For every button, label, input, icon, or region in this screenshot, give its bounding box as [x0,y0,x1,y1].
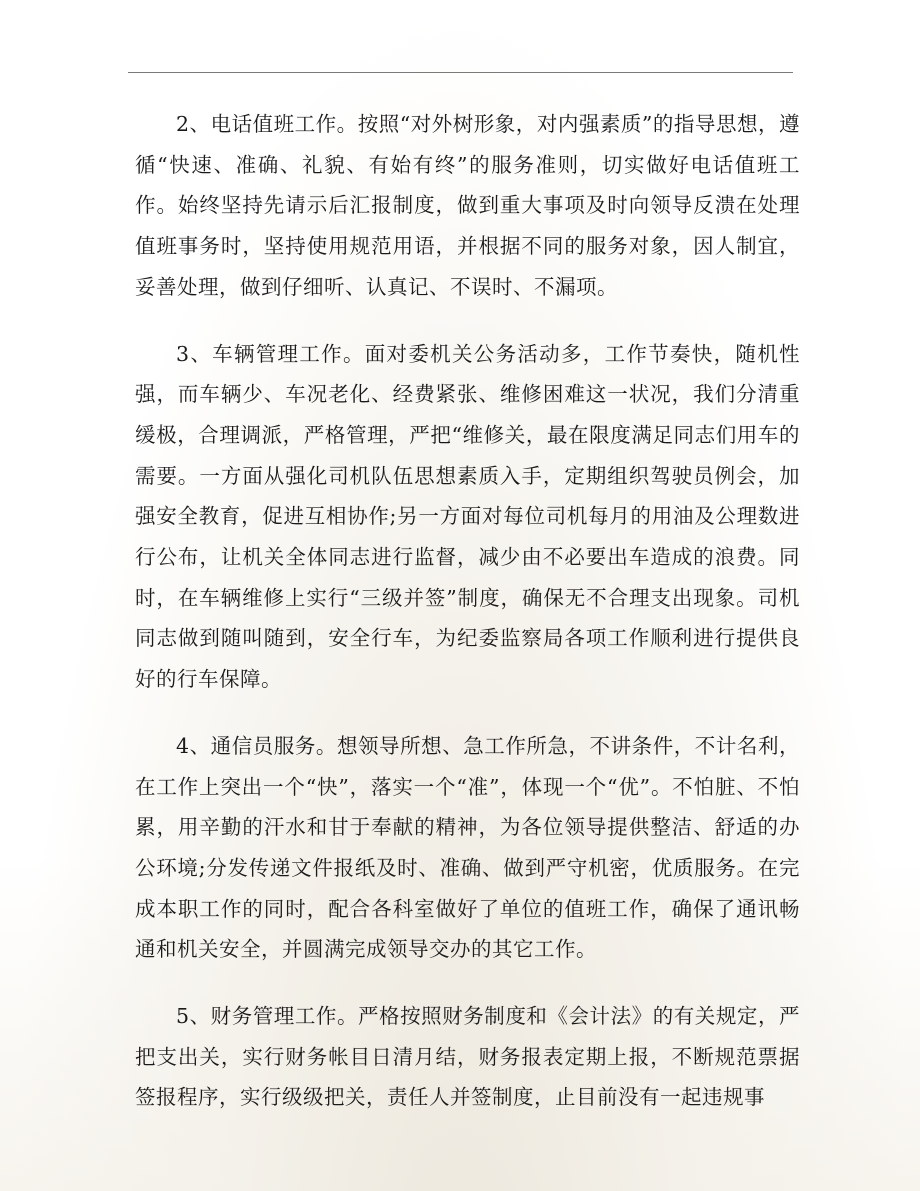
paragraph-finance-management: 5、财务管理工作。严格按照财务制度和《会计法》的有关规定，严把支出关，实行财务帐目日清月结，财务报表定期上报，不断规范票据签报程序，实行级级把关，责任人并签制度，止目前没有一起违规事 [135,1004,800,1110]
document-body [135,104,800,1144]
paragraph-messenger-service: 4、通信员服务。想领导所想、急工作所急，不讲条件，不计名利，在工作上突出一个“快”，落实一个“准”，体现一个“优”。不怕脏、不怕累，用辛勤的汗水和甘于奉献的精神，为各位领导提供整洁、舒适的办公环境;分发传递文件报纸及时、准确、做到严守机密，优质服务。在完成本职工作的同时，配合各科室做好了单位的值班工作，确保了通讯畅通和机关安全，并圆满完成领导交办的其它工作。 [135,733,800,962]
paragraph-vehicle-management: 3、车辆管理工作。面对委机关公务活动多，工作节奏快，随机性强，而车辆少、车况老化、经费紧张、维修困难这一状况，我们分清重缓极，合理调派，严格管理，严把“维修关，最在限度满足同志们用车的需要。一方面从强化司机队伍思想素质入手，定期组织驾驶员例会，加强安全教育，促进互相协作;另一方面对每位司机每月的用油及公理数进行公布，让机关全体同志进行监督，减少由不必要出车造成的浪费。同时，在车辆维修上实行“三级并签”制度，确保无不合理支出现象。司机同志做到随叫随到，安全行车，为纪委监察局各项工作顺利进行提供良好的行车保障。 [135,341,800,692]
header-rule [128,72,793,73]
paragraph-phone-duty: 2、电话值班工作。按照“对外树形象，对内强素质”的指导思想，遵循“快速、准确、礼貌、有始有终”的服务准则，切实做好电话值班工作。始终坚持先请示后汇报制度，做到重大事项及时向领导反溃在处理值班事务时，坚持使用规范用语，并根据不同的服务对象，因人制宜，妥善处理，做到仔细听、认真记、不误时、不漏项。 [135,112,800,299]
